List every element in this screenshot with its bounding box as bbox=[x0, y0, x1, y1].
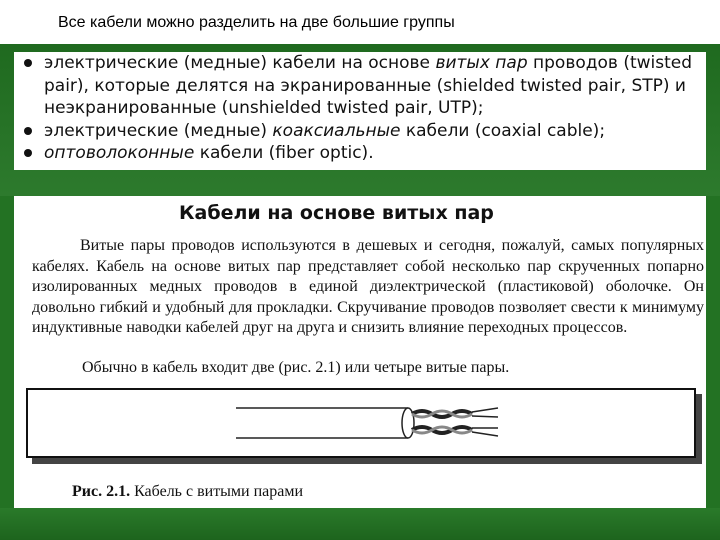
bullet-dot-icon bbox=[24, 127, 32, 135]
bullet-dot-icon bbox=[24, 59, 32, 67]
figure-caption-label: Рис. 2.1. bbox=[72, 483, 131, 500]
page-scan bbox=[14, 196, 706, 508]
bullet-text-1c: проводов (twisted pair), которые делятся на экранированные (shielded twisted pair, STP) и неэкранированные (unshielded twisted pair, UTP); bbox=[44, 53, 693, 118]
bullet-text-3a: оптоволоконные bbox=[44, 143, 195, 163]
bullet-item-coaxial bbox=[14, 120, 706, 143]
sub-paragraph: Обычно в кабель входит две (рис. 2.1) или четыре витые пары. bbox=[82, 359, 510, 376]
bullet-item-fiber bbox=[14, 142, 706, 165]
green-band-bottom bbox=[0, 508, 720, 540]
bullet-text-2c: кабели (coaxial cable); bbox=[400, 120, 606, 141]
paragraph-text: Витые пары проводов используются в дешевых и сегодня, пожалуй, самых популярных кабелях. Кабель на основе витых пар представляет собой несколько пар скрученных попарно изолированных медных проводов в единой диэлектрической (пластиковой) оболочке. Он довольно гибкий и удобный для прокладки. Скручивание проводов позволяет свести к минимуму индуктивные наводки кабелей друг на друга и снизить влияние переходных процессов. bbox=[32, 237, 704, 337]
slide-title: Все кабели можно разделить на две большие группы bbox=[58, 14, 455, 31]
green-side-left bbox=[0, 196, 14, 508]
section-heading: Кабели на основе витых пар bbox=[179, 202, 494, 224]
green-side-right bbox=[706, 196, 720, 508]
bullet-item-twisted-pair bbox=[14, 52, 706, 120]
figure-cable-illustration bbox=[26, 388, 696, 458]
bullet-text-3b: кабели (fiber optic). bbox=[194, 143, 374, 163]
bullet-text-1a: электрические (медные) кабели на основе bbox=[44, 53, 436, 73]
bullet-text-1b: витых пар bbox=[435, 53, 528, 73]
bullet-text-2b: коаксиальные bbox=[272, 120, 401, 141]
twisted-pair-cable-icon bbox=[28, 390, 694, 456]
figure-caption-text: Кабель с витыми парами bbox=[130, 483, 304, 500]
figure-caption bbox=[72, 483, 303, 501]
bullet-dot-icon bbox=[24, 149, 32, 157]
bullet-list-scan bbox=[14, 52, 706, 170]
bullet-text-2a: электрические (медные) bbox=[44, 120, 273, 141]
body-paragraph bbox=[32, 236, 704, 339]
